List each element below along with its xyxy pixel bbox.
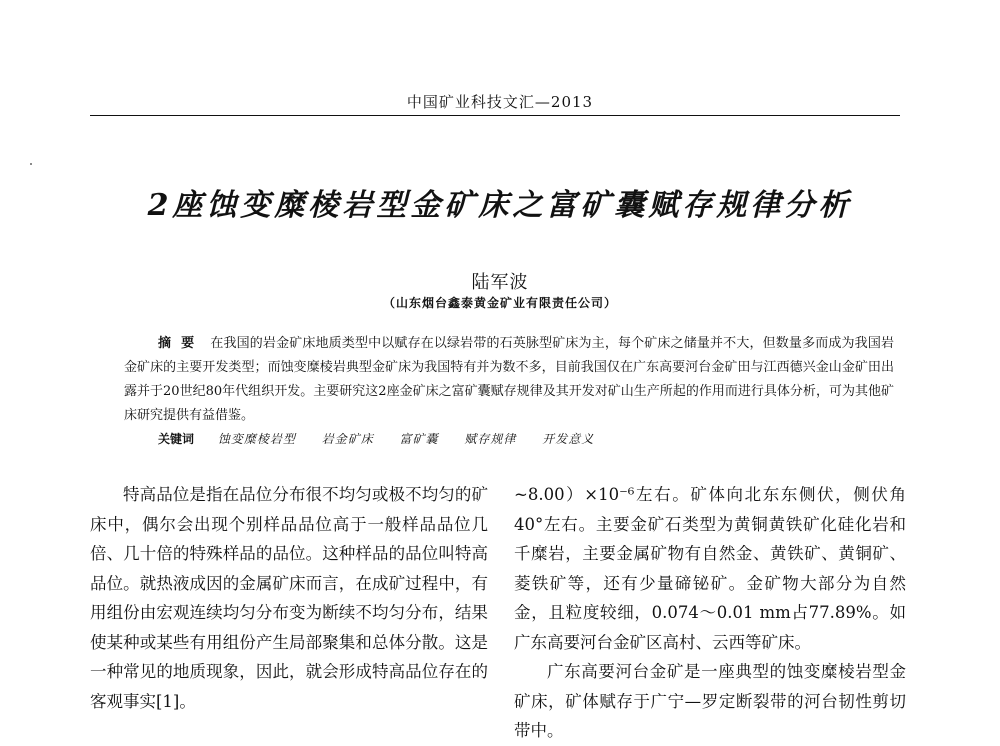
body-left-column — [90, 480, 488, 716]
running-header: 中国矿业科技文汇—2013 — [406, 93, 594, 111]
keyword-item: 开发意义 — [542, 432, 595, 446]
keyword-item: 岩金矿床 — [321, 432, 374, 446]
abstract — [124, 332, 894, 428]
body-paragraph: 特高品位是指在品位分布很不均匀或极不均匀的矿床中，偶尔会出现个别样品品位高于一般样品品位几倍、几十倍的特殊样品的品位。这种样品的品位叫特高品位。就热液成因的金属矿床而言，在成矿过程中，有用组份由宏观连续均匀分布变为断续不均匀分布，结果使某种或某些有用组份产生局部聚集和总体分散。这是一种常见的地质现象，因此，就会形成特高品位存在的客观事实[1]。 — [90, 485, 488, 711]
body-paragraph: 广东高要河台金矿是一座典型的蚀变糜棱岩型金矿床，矿体赋存于广宁—罗定断裂带的河台韧性剪切带中。 — [514, 662, 906, 740]
header-rule — [90, 115, 900, 116]
abstract-text: 在我国的岩金矿床地质类型中以赋存在以绿岩带的石英脉型矿床为主，每个矿床之储量并不大，但数量多而成为我国岩金矿床的主要开发类型；而蚀变糜棱岩典型金矿床为我国特有并为数不多，目前我国仅在广东高要河台金矿田与江西德兴金山金矿田出露并于20世纪80年代组织开发。主要研究这2座金矿床之富矿囊赋存规律及其开发对矿山生产所起的作用而进行具体分析，可为其他矿床研究提供有益借鉴。 — [124, 336, 894, 423]
author-affiliation: （山东烟台鑫泰黄金矿业有限责任公司） — [382, 296, 617, 310]
keyword-item: 富矿囊 — [399, 432, 439, 446]
abstract-label: 摘要 — [158, 336, 205, 351]
scan-speck — [30, 163, 32, 165]
body-paragraph: ~8.00）×10⁻⁶左右。矿体向北东东侧伏，侧伏角40°左右。主要金矿石类型为黄铜黄铁矿化硅化岩和千糜岩，主要金属矿物有自然金、黄铁矿、黄铜矿、菱铁矿等，还有少量碲铋矿。金矿物大部分为自然金，且粒度较细，0.074～0.01 mm占77.89%。如广东高要河台金矿区高村、云西等矿床。 — [514, 485, 906, 652]
article-title: 2座蚀变糜棱岩型金矿床之富矿囊赋存规律分析 — [147, 188, 853, 223]
keywords — [158, 429, 616, 449]
keywords-label: 关键词 — [158, 432, 195, 446]
author-name: 陆军波 — [471, 272, 529, 293]
keyword-item: 赋存规律 — [464, 432, 517, 446]
keyword-item: 蚀变糜棱岩型 — [217, 432, 296, 446]
body-right-column — [514, 480, 906, 746]
